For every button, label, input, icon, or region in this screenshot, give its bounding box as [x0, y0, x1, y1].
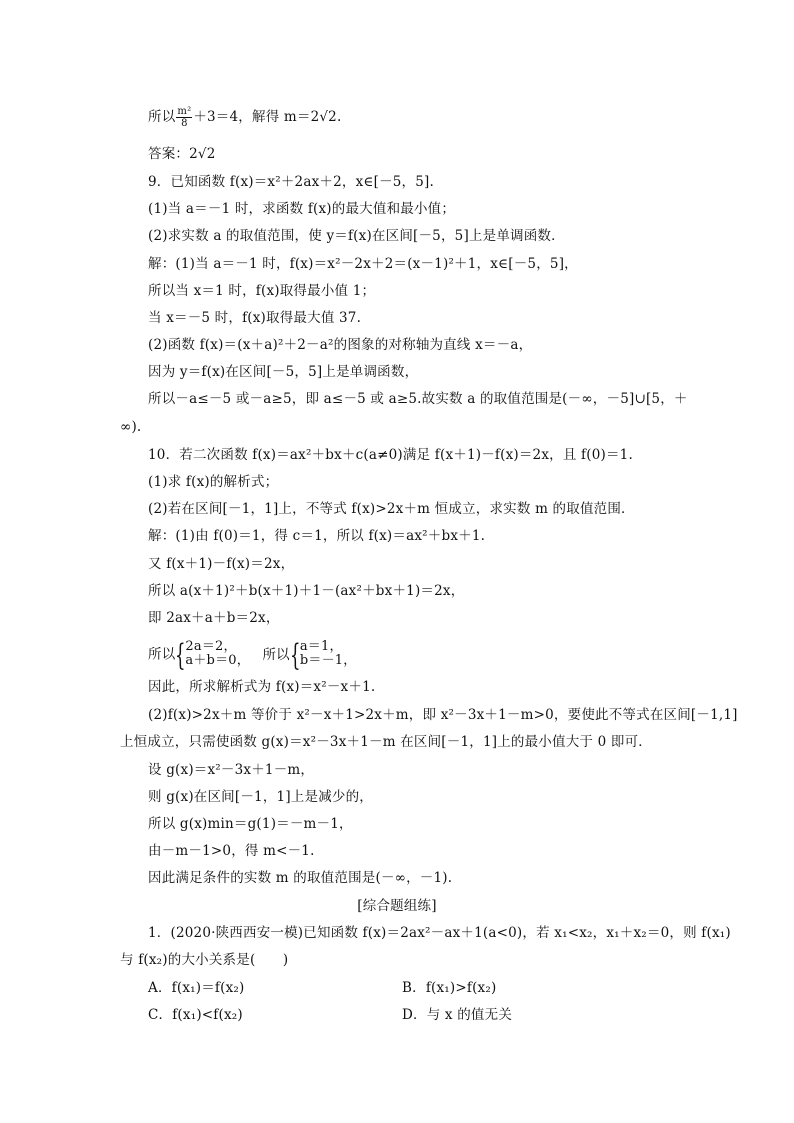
question-10: 10．若二次函数 f(x)＝ax²＋bx＋c(a≠0)满足 f(x＋1)－f(x)＝2x，且 f(0)＝1. — [148, 447, 633, 463]
solution-10-line-1: 解：(1)由 f(0)＝1，得 c＝1，所以 f(x)＝ax²＋bx＋1. — [148, 528, 486, 544]
system-1-row-2: a＋b＝0， — [185, 653, 250, 668]
left-brace-icon: { — [289, 638, 301, 673]
solution-10-line-4: 即 2ax＋a＋b＝2x， — [148, 610, 280, 626]
system-prefix: 所以 — [148, 646, 176, 663]
fraction-numerator: m² — [177, 106, 192, 117]
answer-line: 答案：2√2 — [148, 146, 216, 162]
solution-10-line-2: 又 f(x＋1)－f(x)＝2x， — [148, 556, 295, 572]
text-suffix: ＋3＝4，解得 m＝2√2. — [193, 109, 342, 125]
question-9-part-1: (1)当 a＝－1 时，求函数 f(x)的最大值和最小值； — [148, 201, 456, 217]
fraction — [176, 106, 192, 129]
equation-system-1 — [175, 638, 250, 673]
solution-9-line-2: 所以当 x＝1 时，f(x)取得最小值 1； — [148, 283, 376, 299]
question-10-part-2: (2)若在区间[－1，1]上，不等式 f(x)>2x＋m 恒成立，求实数 m 的取值范围． — [148, 501, 635, 517]
system-mid: 所以 — [262, 646, 290, 663]
line-solve-m — [148, 106, 341, 129]
solution-10-line-10: 则 g(x)在区间[－1，1]上是减少的， — [148, 789, 373, 805]
option-d: D．与 x 的值无关 — [402, 1007, 513, 1023]
solution-10-line-3: 所以 a(x＋1)²＋b(x＋1)＋1－(ax²＋bx＋1)＝2x， — [148, 583, 465, 599]
left-brace-icon: { — [175, 638, 187, 673]
fraction-denominator: 8 — [181, 118, 188, 129]
solution-10-line-7: (2)f(x)>2x＋m 等价于 x²－x＋1>2x＋m，即 x²－3x＋1－m>0，要使此不等式在区间[－1,1] — [148, 707, 738, 723]
solution-9-line-5: 因为 y＝f(x)在区间[－5，5]上是单调函数， — [148, 364, 419, 380]
option-a: A．f(x₁)＝f(x₂) — [148, 980, 245, 996]
solution-9-line-3: 当 x＝－5 时，f(x)取得最大值 37. — [148, 310, 362, 326]
system-1-row-1: 2a＝2， — [185, 639, 237, 654]
question-9-part-2: (2)求实数 a 的取值范围，使 y＝f(x)在区间[－5，5]上是单调函数． — [148, 228, 565, 244]
text-prefix: 所以 — [148, 109, 176, 125]
option-c: C．f(x₁)<f(x₂) — [148, 1007, 243, 1023]
system-2-row-1: a＝1， — [299, 639, 343, 654]
solution-9-line-7: ∞). — [120, 419, 142, 435]
solution-9-line-6: 所以－a≤－5 或－a≥5，即 a≤－5 或 a≥5.故实数 a 的取值范围是(－∞，－5]∪[5，＋ — [148, 391, 688, 407]
solution-10-line-8: 上恒成立，只需使函数 g(x)＝x²－3x＋1－m 在区间[－1，1]上的最小值大于 0 即可． — [120, 734, 652, 750]
question-1: 1．(2020·陕西西安一模)已知函数 f(x)＝2ax²－ax＋1(a<0)，若 x₁<x₂，x₁＋x₂＝0，则 f(x₁) — [148, 925, 731, 941]
question-9: 9．已知函数 f(x)＝x²＋2ax＋2，x∈[－5，5]. — [148, 174, 434, 190]
system-2-row-2: b＝－1， — [299, 653, 357, 668]
question-1-cont: 与 f(x₂)的大小关系是( ) — [120, 952, 289, 968]
solution-10-system-line — [148, 640, 356, 672]
option-b: B．f(x₁)>f(x₂) — [402, 980, 497, 996]
solution-10-line-11: 所以 g(x)min＝g(1)＝－m－1， — [148, 816, 353, 832]
solution-10-line-12: 由－m－1>0，得 m<－1. — [148, 843, 315, 859]
section-heading: [综合题组练] — [357, 898, 437, 914]
solution-9-line-4: (2)函数 f(x)＝(x＋a)²＋2－a²的图象的对称轴为直线 x＝－a， — [148, 337, 533, 353]
solution-9-line-1: 解：(1)当 a＝－1 时，f(x)＝x²－2x＋2＝(x－1)²＋1，x∈[－5，5]， — [148, 256, 578, 272]
equation-system-2 — [289, 638, 357, 673]
solution-10-line-9: 设 g(x)＝x²－3x＋1－m， — [148, 762, 315, 778]
solution-10-line-6: 因此，所求解析式为 f(x)＝x²－x＋1. — [148, 679, 376, 695]
question-10-part-1: (1)求 f(x)的解析式； — [148, 474, 279, 490]
solution-10-line-13: 因此满足条件的实数 m 的取值范围是(－∞，－1). — [148, 870, 453, 886]
